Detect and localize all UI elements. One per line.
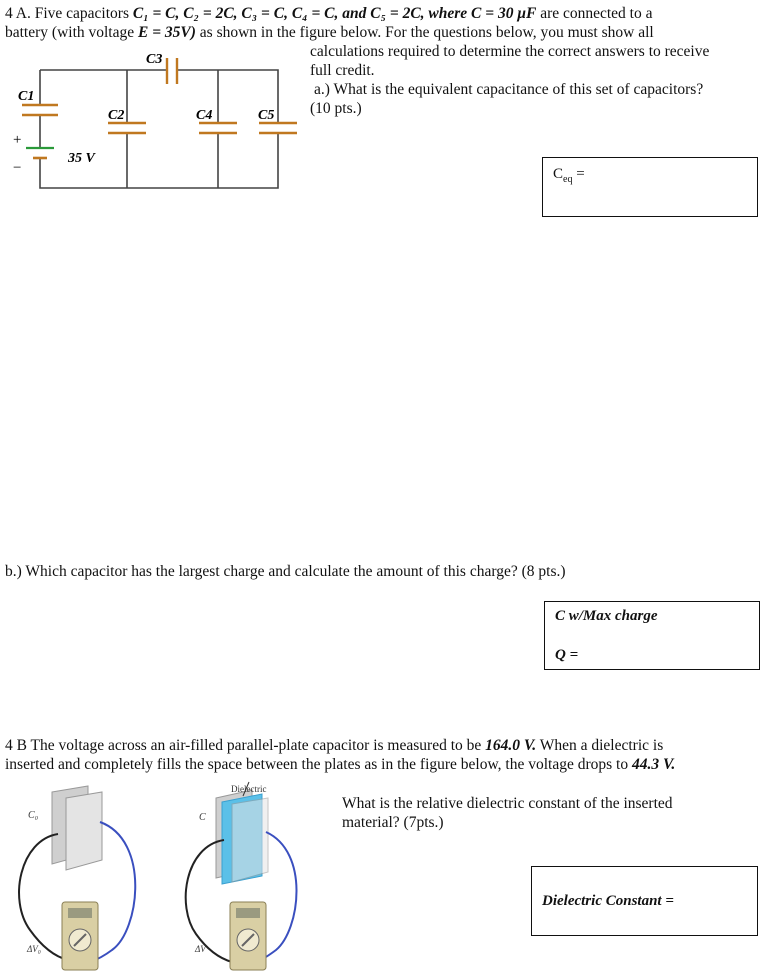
ceq-answer-box[interactable] bbox=[542, 157, 758, 217]
problem-a-number: 4 A. bbox=[5, 5, 31, 22]
problem-b-text-1: 4 B The voltage across an air-filled parallel-plate capacitor is measured to be bbox=[5, 737, 482, 754]
voltmeter-right bbox=[230, 902, 266, 970]
max-charge-answer-box[interactable] bbox=[544, 601, 760, 670]
question-b-text: b.) Which capacitor has the largest charge and calculate the amount of this charge? (8 pts.) bbox=[5, 563, 566, 580]
capacitor-c2-symbol bbox=[108, 122, 146, 134]
problem-b-line-2 bbox=[5, 755, 675, 774]
voltmeter-left bbox=[62, 902, 98, 970]
battery-minus-sign: − bbox=[13, 160, 22, 176]
question-a-text: a.) What is the equivalent capacitance of this set of capacitors? bbox=[314, 81, 704, 98]
battery-plus-sign: + bbox=[13, 132, 22, 148]
problem-b-line-1 bbox=[5, 736, 663, 755]
question-4b-line-2: material? (7pts.) bbox=[342, 814, 444, 831]
battery-voltage-label: 35 V bbox=[68, 151, 95, 166]
capacitor-c3-symbol bbox=[167, 58, 177, 84]
parallel-plate-figure bbox=[0, 780, 330, 978]
dielectric-label: Dielectric bbox=[231, 784, 267, 794]
max-charge-label: C w/Max charge bbox=[555, 608, 658, 624]
charge-q-label: Q = bbox=[555, 647, 579, 663]
instruction-text: as shown in the figure below. For the questions below, you must show all bbox=[199, 24, 654, 41]
final-voltage: 44.3 V. bbox=[631, 756, 676, 773]
label-c5: C5 bbox=[258, 108, 275, 123]
problem-a-line-3: calculations required to determine the correct answers to receive bbox=[310, 43, 710, 60]
battery-voltage: E = 35V) bbox=[138, 24, 196, 41]
battery-text: battery (with voltage bbox=[5, 24, 135, 41]
problem-b-text-2: When a dielectric is bbox=[539, 737, 664, 754]
capacitor-c1-symbol bbox=[22, 104, 58, 116]
battery-symbol bbox=[24, 147, 56, 159]
label-c4: C4 bbox=[196, 108, 213, 123]
intro-text: Five capacitors bbox=[34, 5, 129, 22]
c0-label: C₀ bbox=[28, 810, 39, 821]
capacitor-c5-symbol bbox=[259, 122, 297, 134]
label-c2: C2 bbox=[108, 108, 125, 123]
c-label: C bbox=[199, 812, 206, 823]
dielectric-constant-label: Dielectric Constant = bbox=[542, 893, 674, 909]
question-a-points: (10 pts.) bbox=[310, 100, 362, 117]
capacitor-c4-symbol bbox=[199, 122, 237, 134]
dielectric-capacitor bbox=[216, 790, 268, 884]
label-c3: C3 bbox=[146, 52, 163, 67]
capacitor-values: C₁ = C, C₂ = 2C, C₃ = C, C₄ = C, and C₅ = 2C, where C = 30 μF bbox=[132, 5, 537, 22]
problem-a-line-1 bbox=[5, 4, 653, 23]
delta-v-label: ΔV bbox=[195, 944, 206, 954]
dielectric-constant-answer-box[interactable] bbox=[531, 866, 758, 936]
ceq-label: $C_{eq}$ = bbox=[553, 166, 585, 185]
problem-a-line-2 bbox=[5, 23, 654, 42]
delta-v0-label: ΔV₀ bbox=[27, 944, 41, 954]
question-4b-line-1: What is the relative dielectric constant of the inserted bbox=[342, 795, 673, 812]
problem-b-text-3: inserted and completely fills the space between the plates as in the figure below, the voltage drops to bbox=[5, 756, 629, 773]
problem-a-line-4: full credit. bbox=[310, 62, 375, 79]
intro-text-2: are connected to a bbox=[540, 5, 653, 22]
air-capacitor bbox=[52, 786, 102, 870]
initial-voltage: 164.0 V. bbox=[485, 737, 537, 754]
label-c1: C1 bbox=[18, 89, 35, 104]
capacitor-circuit-diagram bbox=[0, 44, 305, 194]
